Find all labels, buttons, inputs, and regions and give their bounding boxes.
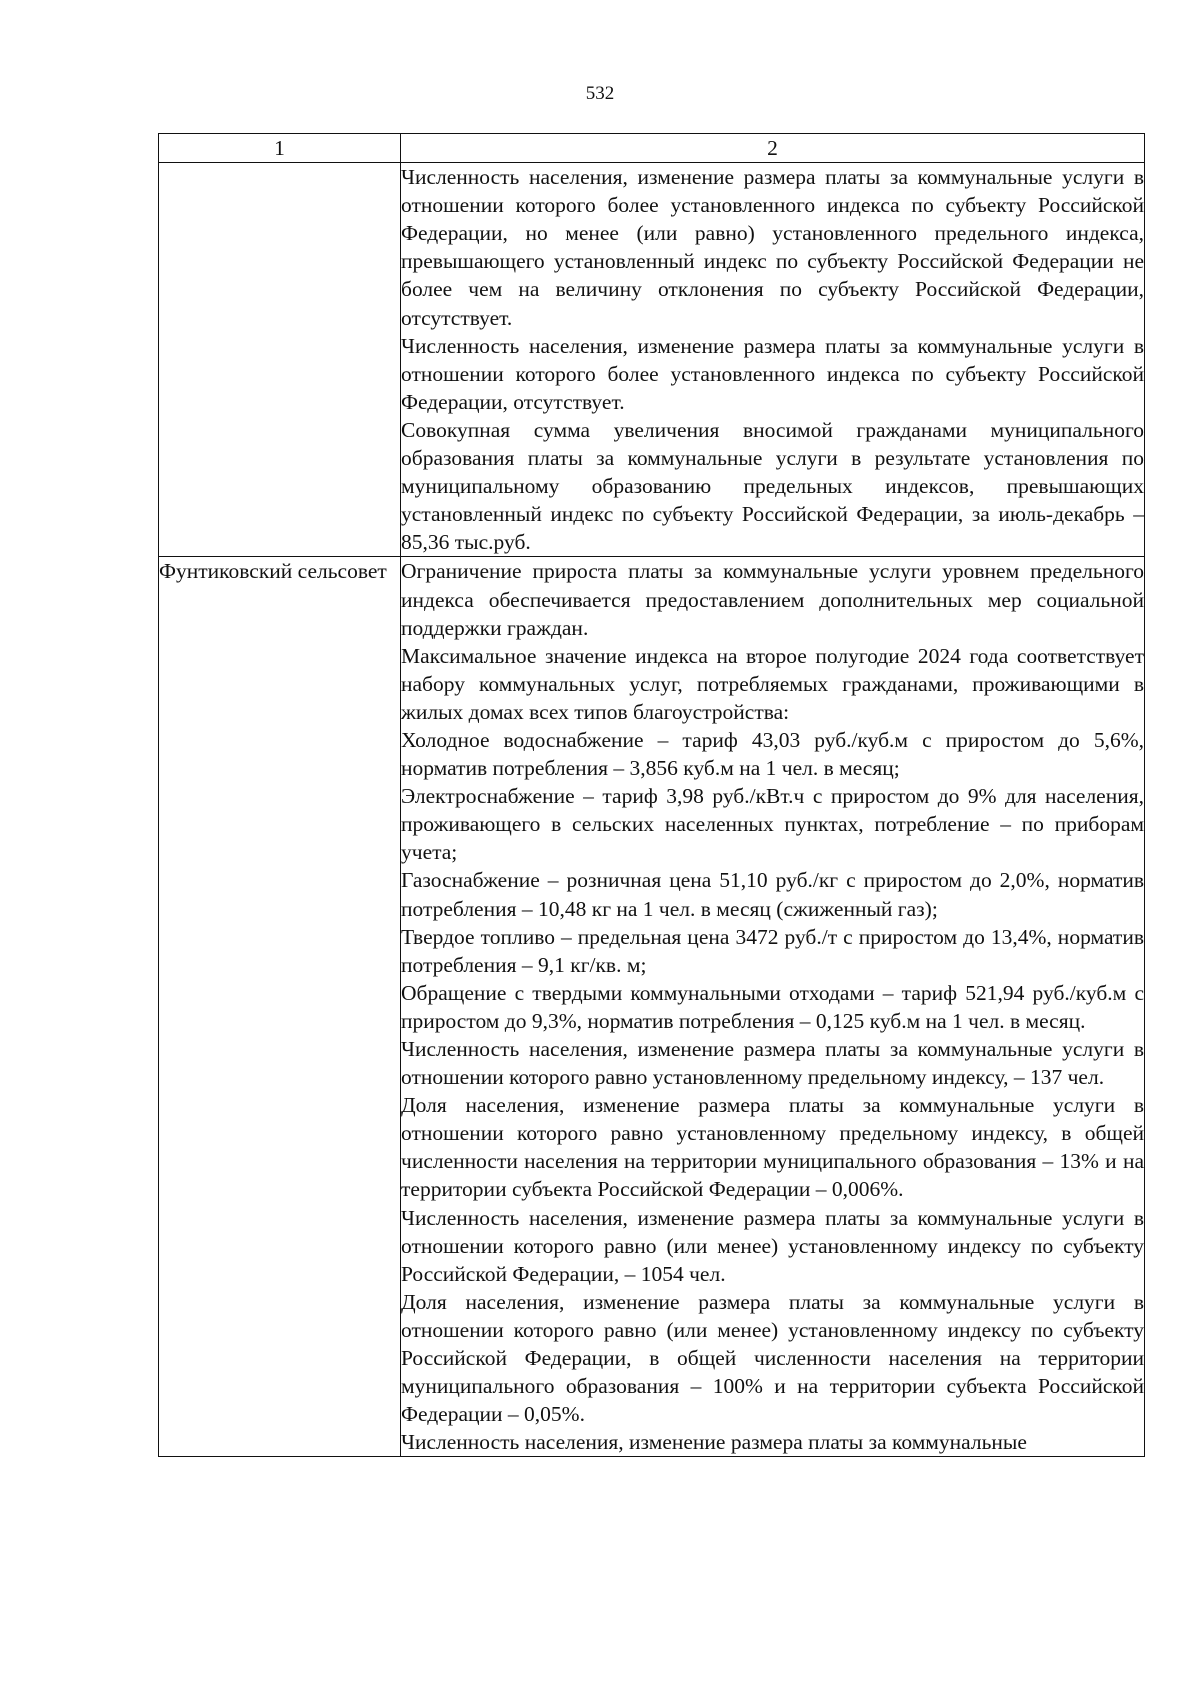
paragraph: Обращение с твердыми коммунальными отходами – тариф 521,94 руб./куб.м с приростом до 9,3%, норматив потребления – 0,125 куб.м на 1 чел. в месяц. xyxy=(401,980,1144,1033)
paragraph: Численность населения, изменение размера платы за коммунальные услуги в отношении которого равно установленному предельному индексу, – 137 чел. xyxy=(401,1037,1144,1090)
table-row xyxy=(159,163,1145,557)
paragraph: Численность населения, изменение размера платы за коммунальные xyxy=(401,1430,1027,1455)
paragraph: Численность населения, изменение размера платы за коммунальные услуги в отношении которого равно (или менее) установленному индексу по субъекту Российской Федерации, – 1054 чел. xyxy=(401,1205,1144,1286)
paragraph: Совокупная сумма увеличения вносимой гражданами муниципального образования платы за коммунальные услуги в результате установления по муниципальному образованию предельных индексов, превышающих установленный индекс по субъекту Российской Федерации, за июль-декабрь – 85,36 тыс.руб. xyxy=(401,417,1144,555)
table-row xyxy=(159,557,1145,1457)
paragraph: Холодное водоснабжение – тариф 43,03 руб./куб.м с приростом до 5,6%, норматив потребления – 3,856 куб.м на 1 чел. в месяц; xyxy=(401,727,1144,781)
paragraph: Численность населения, изменение размера платы за коммунальные услуги в отношении которого более установленного индекса по субъекту Российской Федерации, но менее (или равно) установленного предельного индекса, превышающего установленный индекс по субъекту Российской Федерации не более чем на величину отклонения по субъекту Российской Федерации, отсутствует. xyxy=(401,165,1144,330)
paragraph: Ограничение прироста платы за коммунальные услуги уровнем предельного индекса обеспечивается предоставлением дополнительных мер социальной поддержки граждан. xyxy=(401,559,1144,640)
paragraph: Электроснабжение – тариф 3,98 руб./кВт.ч с приростом до 9% для населения, проживающего в сельских населенных пунктах, потребление – по приборам учета; xyxy=(401,784,1144,865)
column-header-1: 1 xyxy=(159,134,401,163)
row-content xyxy=(401,163,1145,557)
paragraph: Численность населения, изменение размера платы за коммунальные услуги в отношении которого более установленного индекса по субъекту Российской Федерации, отсутствует. xyxy=(401,333,1144,414)
paragraph: Максимальное значение индекса на второе полугодие 2024 года соответствует набору коммунальных услуг, потребляемых гражданами, проживающими в жилых домах всех типов благоустройства: xyxy=(401,643,1144,724)
paragraph: Газоснабжение – розничная цена 51,10 руб./кг с приростом до 2,0%, норматив потребления – 10,48 кг на 1 чел. в месяц (сжиженный газ); xyxy=(401,868,1144,921)
table-header-row xyxy=(159,134,1145,163)
row-label: Фунтиковский сельсовет xyxy=(159,557,401,1457)
page-number: 532 xyxy=(585,83,615,104)
paragraph: Доля населения, изменение размера платы за коммунальные услуги в отношении которого равно установленному предельному индексу, в общей численности населения на территории муниципального образования – 13% и на территории субъекта Российской Федерации – 0,006%. xyxy=(401,1093,1144,1202)
column-header-2: 2 xyxy=(401,134,1145,163)
paragraph: Твердое топливо – предельная цена 3472 руб./т с приростом до 13,4%, норматив потребления – 9,1 кг/кв. м; xyxy=(401,924,1144,977)
document-table xyxy=(158,133,1145,1457)
row-label xyxy=(159,163,401,557)
paragraph: Доля населения, изменение размера платы за коммунальные услуги в отношении которого равно (или менее) установленному индексу по субъекту Российской Федерации, в общей численности населения на территории муниципального образования – 100% и на территории субъекта Российской Федерации – 0,05%. xyxy=(401,1289,1144,1427)
row-content xyxy=(401,557,1145,1457)
